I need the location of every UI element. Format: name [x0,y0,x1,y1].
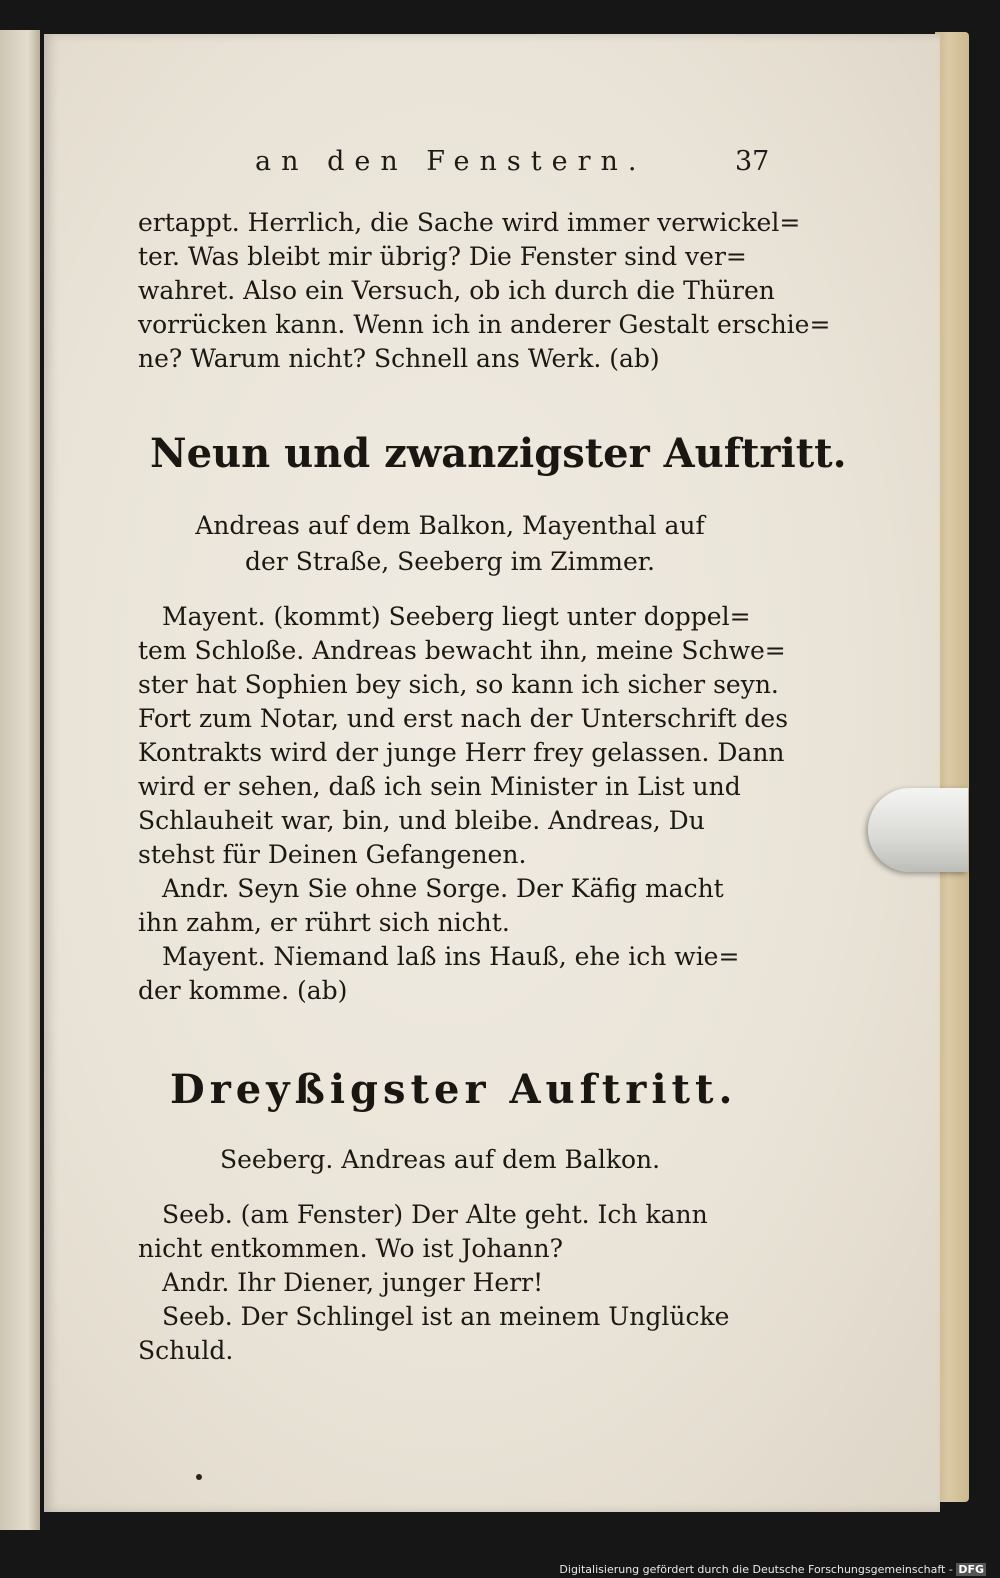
dialogue-line: Kontrakts wird der junge Herr frey gelassen. Dann [138,738,785,767]
dialogue-line: ster hat Sophien bey sich, so kann ich sicher seyn. [138,670,779,699]
dialogue-line: Mayent. (kommt) Seeberg liegt unter doppel= [162,602,751,631]
left-page-edge [0,30,40,1530]
dfg-logo: DFG [958,1563,984,1576]
dialogue-line: Seeb. (am Fenster) Der Alte geht. Ich kann [162,1200,708,1229]
text-line: wahret. Also ein Versuch, ob ich durch die Thüren [138,276,775,305]
scene-dialogue [138,600,789,1008]
page-stack-edge [935,32,969,1502]
text-line: ertappt. Herrlich, die Sache wird immer verwickel= [138,208,801,237]
ink-spot [196,1474,202,1480]
dialogue-line: Mayent. Niemand laß ins Hauß, ehe ich wie= [162,942,740,971]
cast-line: der Straße, Seeberg im Zimmer. [245,547,655,576]
scene-heading: Neun und zwanzigster Auftritt. [150,430,847,477]
credit-text: Digitalisierung gefördert durch die Deutsche Forschungsgemeinschaft - [559,1563,953,1576]
dialogue-line: Andr. Ihr Diener, junger Herr! [162,1268,544,1297]
cast-list [110,508,790,580]
dialogue-line: nicht entkommen. Wo ist Johann? [138,1234,564,1263]
text-line: vorrücken kann. Wenn ich in anderer Gestalt erschie= [138,310,831,339]
scene-heading: Dreyßigster Auftritt. [170,1066,738,1113]
dialogue-line: Seeb. Der Schlingel ist an meinem Unglücke [162,1302,730,1331]
cast-line: Seeberg. Andreas auf dem Balkon. [219,1145,661,1174]
page-number: 37 [735,146,770,177]
dialogue-line: Fort zum Notar, und erst nach der Unterschrift des [138,704,789,733]
dialogue-line: tem Schloße. Andreas bewacht ihn, meine Schwe= [138,636,786,665]
digitization-credit [559,1563,986,1576]
page-tab-marker [868,788,968,872]
text-line: ter. Was bleibt mir übrig? Die Fenster sind ver= [138,242,747,271]
cast-list [100,1142,780,1178]
running-head-title: an den Fenstern. [255,146,647,177]
dialogue-line: Schuld. [138,1336,234,1365]
dialogue-line: ihn zahm, er rührt sich nicht. [138,908,510,937]
dialogue-line: wird er sehen, daß ich sein Minister in List und [138,772,741,801]
running-head [0,146,940,186]
dialogue-line: Schlauheit war, bin, und bleibe. Andreas, Du [138,806,705,835]
dialogue-line: stehst für Deinen Gefangenen. [138,840,527,869]
scene-dialogue [138,1198,778,1368]
text-line: ne? Warum nicht? Schnell ans Werk. (ab) [138,344,660,373]
dialogue-line: Andr. Seyn Sie ohne Sorge. Der Käfig macht [162,874,724,903]
cast-line: Andreas auf dem Balkon, Mayenthal auf [195,511,705,540]
paragraph-continued [138,206,831,376]
dialogue-line: der komme. (ab) [138,976,348,1005]
